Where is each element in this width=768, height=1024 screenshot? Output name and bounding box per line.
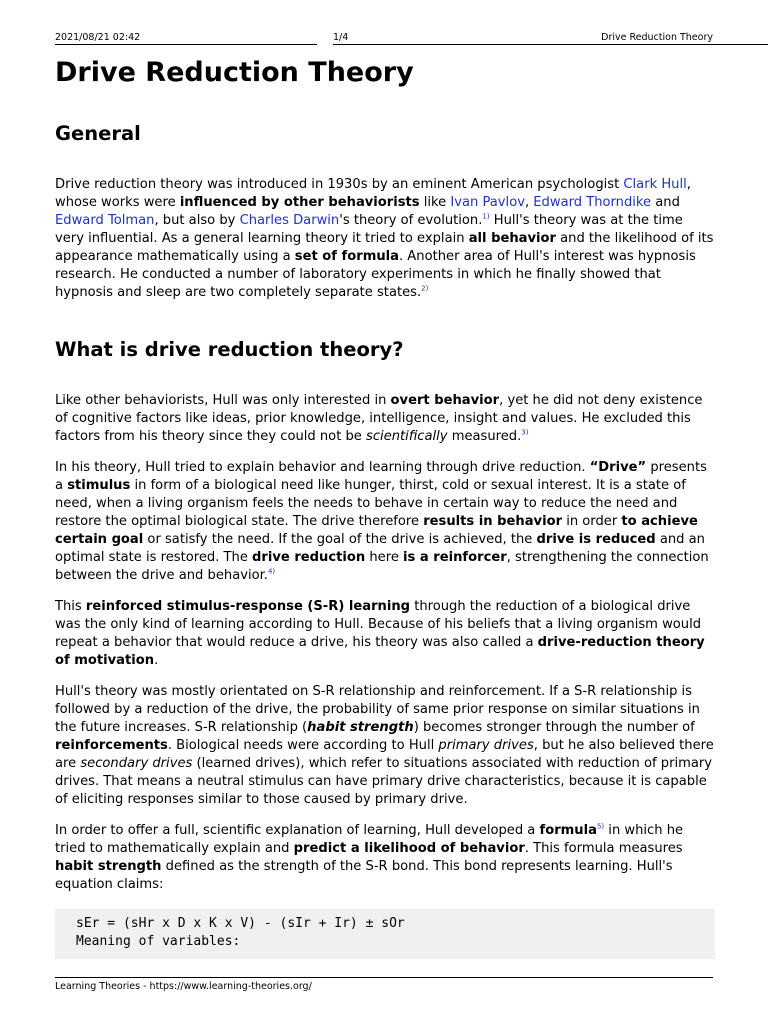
link-clark-hull[interactable]: Clark Hull (623, 177, 687, 192)
code-line-equation: sEr = (sHr x D x K x V) - (sIr + Ir) ± sOr (76, 916, 405, 931)
paragraph-drive: In his theory, Hull tried to explain behavior and learning through drive reduction. “Drive” presents a stimulus in form of a biological need like hunger, thirst, cold or sexual interest. It is a state of need, when a living organism feels the needs to behave in certain way to reduce the need and restore the optimal biological state. The drive therefore results in behavior in order to achieve certain goal or satisfy the need. If the goal of the drive is achieved, the drive is reduced and an optimal state is restored. The drive reduction here is a reinforcer, strengthening the connection between the drive and behavior.$^{4)}$ (55, 460, 709, 583)
page-content (55, 56, 715, 959)
header-doc-title: Drive Reduction Theory (601, 32, 713, 43)
formula-code-block (55, 909, 715, 959)
page-footer: Learning Theories - https://www.learning-theories.org/ (55, 977, 713, 993)
footnote-3[interactable]: 3) (521, 428, 529, 437)
paragraph-formula: In order to offer a full, scientific explanation of learning, Hull developed a formula$^{5)}$ in which he tried to mathematically explain and predict a likelihood of behavior. This formula measures habit strength defined as the strength of the S-R bond. This bond represents learning. Hull's equation claims: (55, 822, 684, 892)
paragraph-sr-learning: This reinforced stimulus-response (S-R) learning through the reduction of a biological drive was the only kind of learning according to Hull. Because of his beliefs that a living organism would repeat a behavior that would reduce a drive, his theory was also called a drive-reduction theory of motivation. (55, 599, 705, 668)
footnote-4[interactable]: 4) (267, 567, 276, 576)
footnote-2[interactable]: 2) (421, 284, 429, 293)
paragraph-overt-behavior: Like other behaviorists, Hull was only interested in overt behavior, yet he did not deny existence of cognitive factors like ideas, prior knowledge, intelligence, insight and values. He excluded this factors from his theory since they could not be scientifically measured.$^{3)}$ (55, 393, 703, 444)
header-rule-right (333, 44, 768, 45)
print-datetime: 2021/08/21 02:42 (55, 32, 141, 43)
link-ivan-pavlov[interactable]: Ivan Pavlov (450, 195, 525, 210)
link-edward-thorndike[interactable]: Edward Thorndike (533, 195, 652, 210)
section-heading-general: General (55, 122, 141, 145)
footnote-5[interactable]: 5) (596, 822, 605, 831)
footnote-1[interactable]: 1) (482, 212, 490, 221)
link-edward-tolman[interactable]: Edward Tolman (55, 213, 155, 228)
section-heading-what-is: What is drive reduction theory? (55, 338, 404, 361)
code-line-variables: Meaning of variables: (76, 934, 241, 949)
page-header (55, 31, 713, 44)
paragraph-reinforcement: Hull's theory was mostly orientated on S-R relationship and reinforcement. If a S-R relationship is followed by a reduction of the drive, the probability of same prior response on similar situations in the future increases. S-R relationship (habit strength) becomes stronger through the number of reinforcements. Biological needs were according to Hull primary drives, but he also believed there are secondary drives (learned drives), which refer to situations associated with reduction of primary drives. That means a neutral stimulus can have primary drive characteristics, because it is capable of eliciting responses similar to those caused by primary drive. (55, 684, 714, 807)
link-charles-darwin[interactable]: Charles Darwin (239, 213, 340, 228)
header-rule-left (55, 44, 317, 45)
page-number: 1/4 (333, 32, 349, 43)
page-title: Drive Reduction Theory (55, 57, 414, 88)
general-paragraph: Drive reduction theory was introduced in 1930s by an eminent American psychologist Clark Hull, whose works were influenced by other behaviorists like Ivan Pavlov, Edward Thorndike and Edward Tolman, but also by Charles Darwin's theory of evolution.$^{1)}$ Hull's theory was at the time very influential. As a general learning theory it tried to explain all behavior and the likelihood of its appearance mathematically using a set of formula. Another area of Hull's interest was hypnosis research. He conducted a number of laboratory experiments in which he finally showed that hypnosis and sleep are two completely separate states.$^{2)}$ (55, 177, 714, 300)
